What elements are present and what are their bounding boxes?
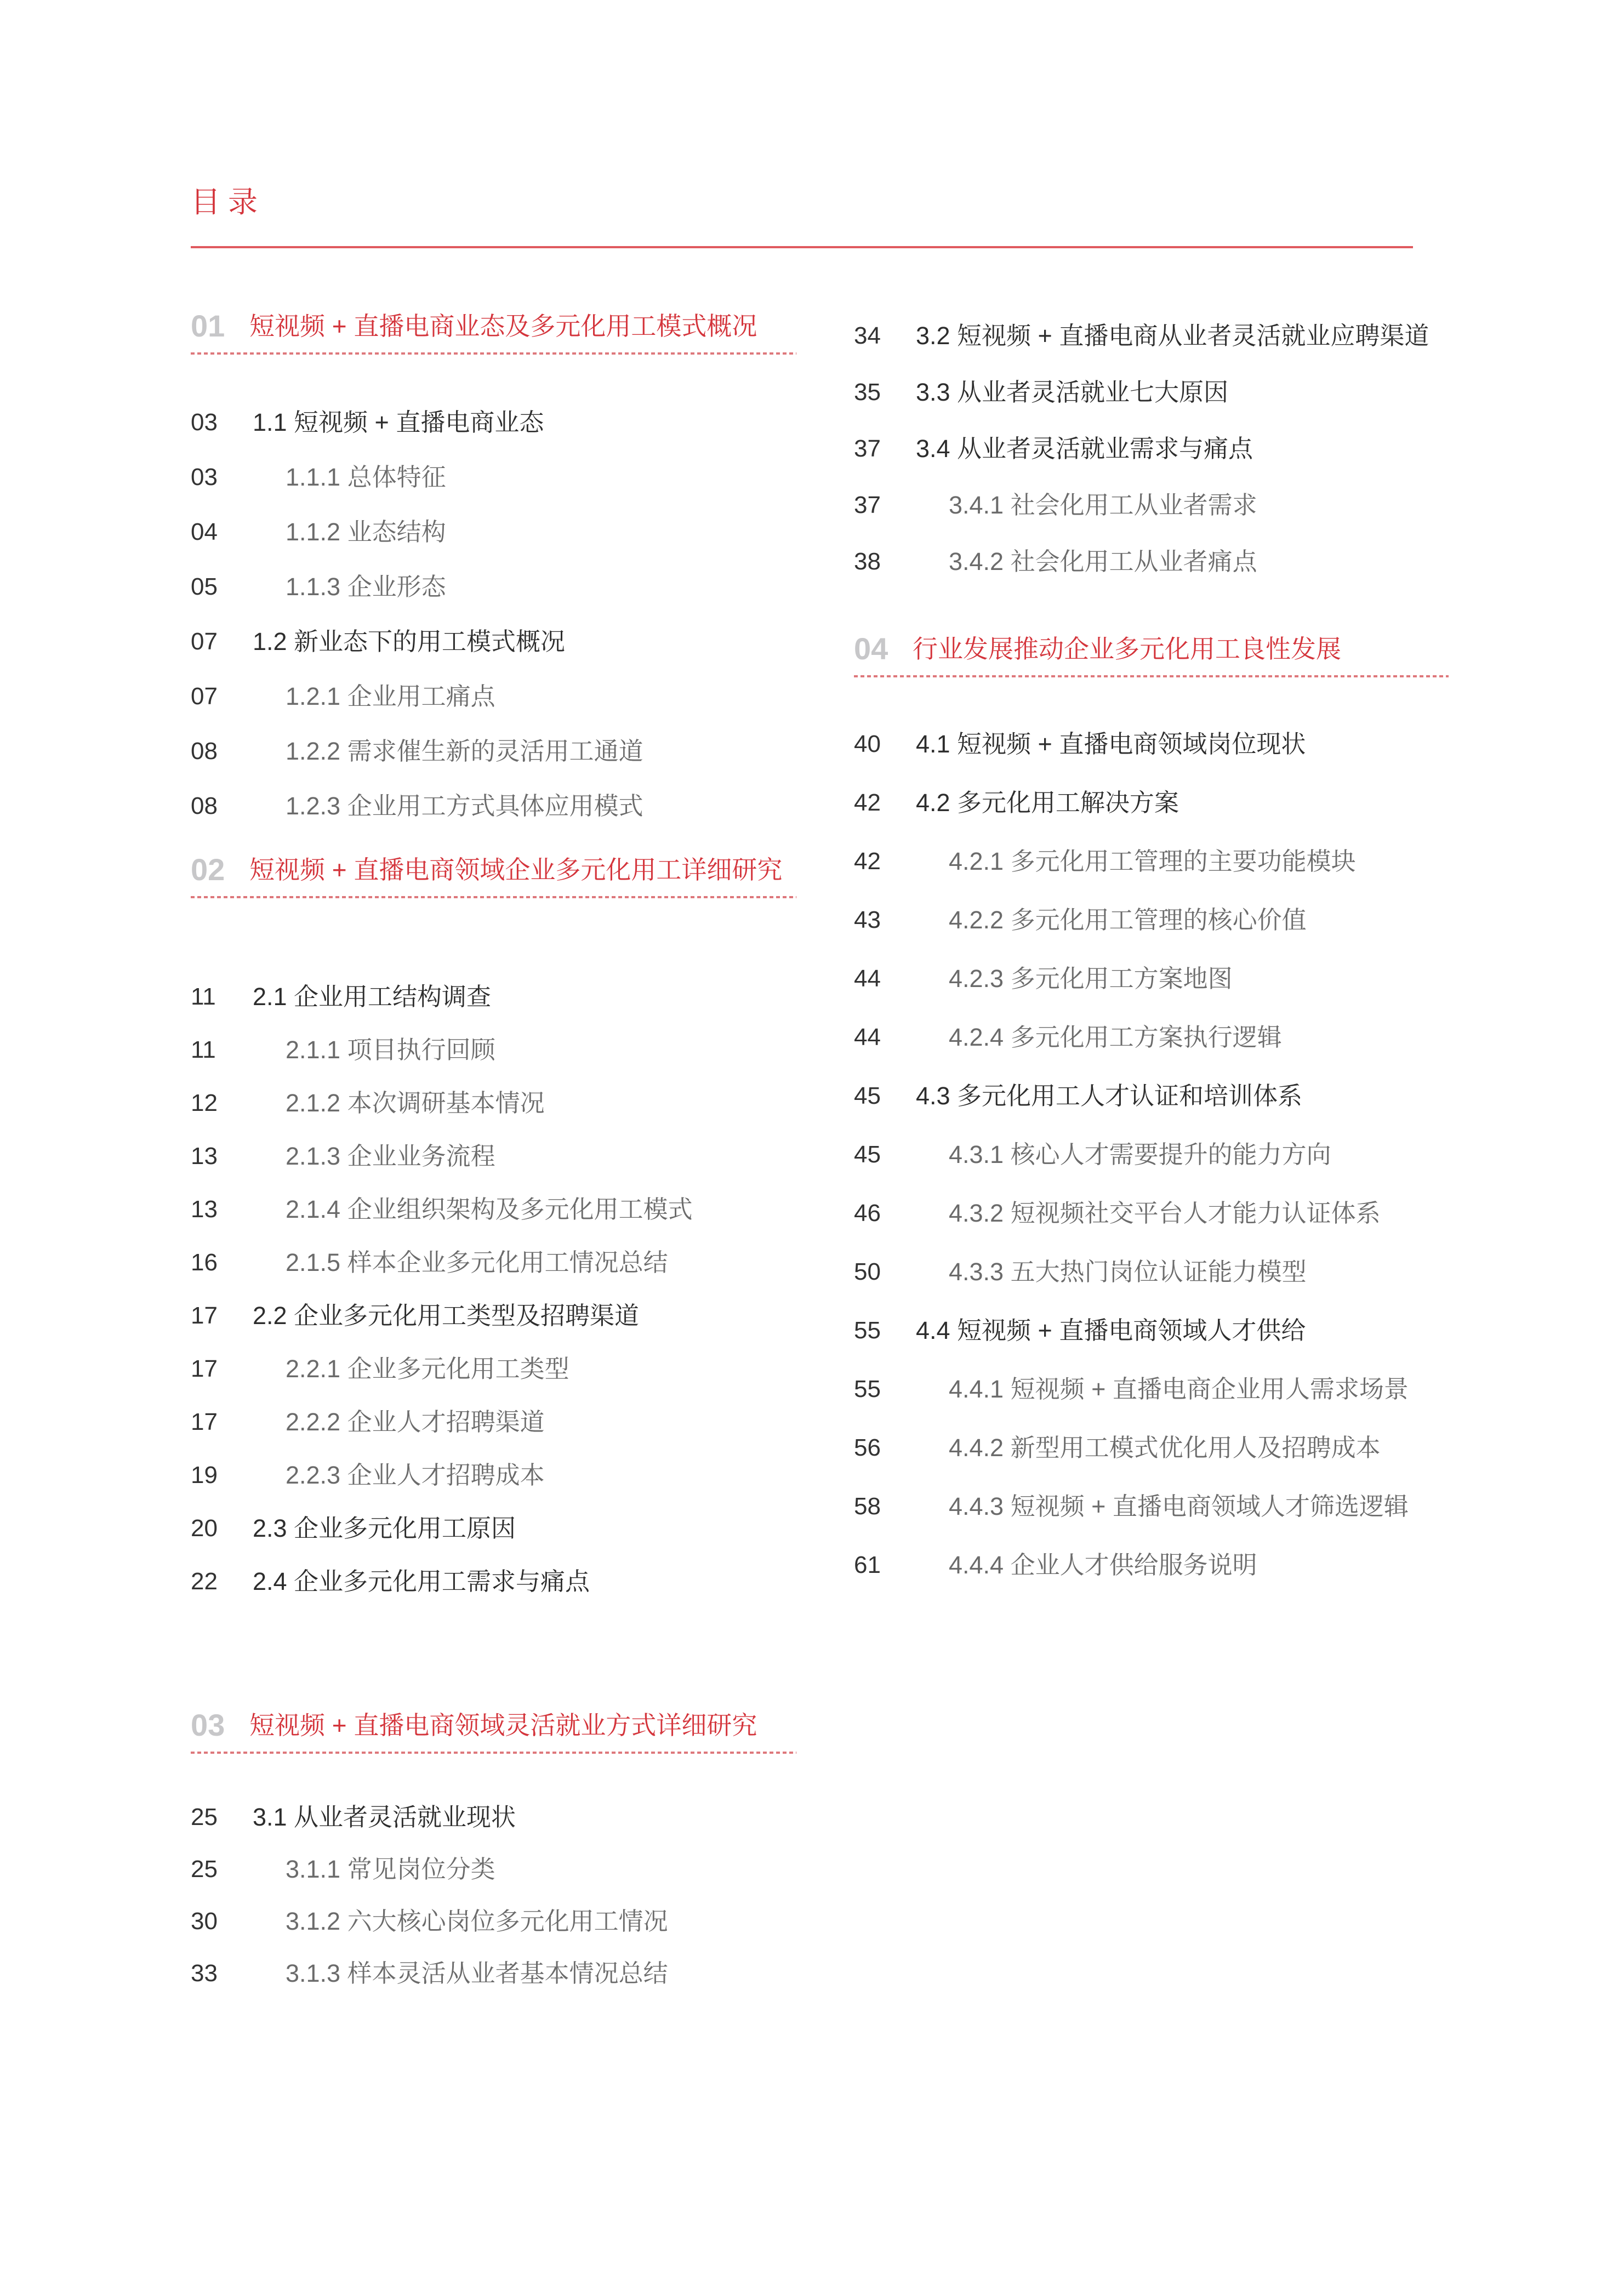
entry-title: 2.2.1 企业多元化用工类型 xyxy=(286,1355,569,1383)
toc-entry[interactable] xyxy=(854,1315,1449,1374)
entry-page-number: 33 xyxy=(191,1960,218,1987)
toc-entry[interactable] xyxy=(191,1513,796,1566)
entry-page-number: 03 xyxy=(191,464,218,491)
entry-title: 1.2 新业态下的用工模式概况 xyxy=(253,628,566,655)
section-header[interactable] xyxy=(191,1708,796,1743)
toc-entry[interactable] xyxy=(191,517,796,572)
toc-entry[interactable] xyxy=(191,1088,796,1141)
section-number: 04 xyxy=(854,631,888,666)
entry-page-number: 12 xyxy=(191,1090,218,1116)
entry-title: 4.2.3 多元化用工方案地图 xyxy=(949,965,1233,993)
entry-title: 4.2.4 多元化用工方案执行逻辑 xyxy=(949,1023,1282,1051)
entry-title: 4.4.2 新型用工模式优化用人及招聘成本 xyxy=(949,1434,1381,1462)
toc-entry-list xyxy=(191,407,796,846)
toc-entry-list xyxy=(191,1802,796,2010)
toc-entry[interactable] xyxy=(854,729,1449,788)
toc-entry[interactable] xyxy=(191,791,796,846)
entry-title: 2.4 企业多元化用工需求与痛点 xyxy=(253,1567,590,1595)
toc-column-left xyxy=(191,0,796,2010)
section-header[interactable] xyxy=(854,631,1449,666)
entry-page-number: 46 xyxy=(854,1200,881,1227)
entry-page-number: 43 xyxy=(854,906,881,933)
entry-title: 1.2.3 企业用工方式具体应用模式 xyxy=(286,792,643,820)
toc-entry[interactable] xyxy=(854,1491,1449,1550)
entry-title: 2.1.5 样本企业多元化用工情况总结 xyxy=(286,1248,668,1276)
toc-entry[interactable] xyxy=(191,1354,796,1407)
entry-page-number: 11 xyxy=(191,1036,216,1063)
toc-section xyxy=(854,631,1449,1609)
entry-title: 2.1.1 项目执行回顾 xyxy=(286,1036,495,1064)
section-number: 03 xyxy=(191,1708,225,1742)
section-number: 01 xyxy=(191,309,225,343)
entry-page-number: 37 xyxy=(854,435,881,462)
entry-page-number: 40 xyxy=(854,731,881,757)
toc-column-right xyxy=(854,0,1449,1609)
toc-entry-list xyxy=(854,321,1449,603)
entry-title: 3.1 从业者灵活就业现状 xyxy=(253,1803,516,1831)
toc-entry[interactable] xyxy=(191,1958,796,2010)
section-header[interactable] xyxy=(191,309,796,344)
entry-title: 4.2.2 多元化用工管理的核心价值 xyxy=(949,906,1307,934)
toc-entry[interactable] xyxy=(854,1081,1449,1139)
toc-section xyxy=(191,852,796,1619)
entry-page-number: 55 xyxy=(854,1376,881,1402)
entry-title: 4.3.2 短视频社交平台人才能力认证体系 xyxy=(949,1199,1381,1227)
entry-title: 2.1.4 企业组织架构及多元化用工模式 xyxy=(286,1195,693,1223)
toc-entry[interactable] xyxy=(191,572,796,626)
entry-page-number: 13 xyxy=(191,1143,218,1170)
entry-page-number: 45 xyxy=(854,1141,881,1168)
entry-page-number: 55 xyxy=(854,1317,881,1344)
page-title: 目录 xyxy=(191,186,265,219)
entry-title: 4.4.1 短视频 + 直播电商企业用人需求场景 xyxy=(949,1375,1409,1403)
toc-entry[interactable] xyxy=(854,321,1449,377)
toc-entry[interactable] xyxy=(854,490,1449,546)
section-title: 行业发展推动企业多元化用工良性发展 xyxy=(913,635,1341,663)
entry-title: 3.2 短视频 + 直播电商从业者灵活就业应聘渠道 xyxy=(916,322,1429,350)
entry-page-number: 19 xyxy=(191,1462,218,1488)
entry-page-number: 17 xyxy=(191,1355,218,1382)
entry-title: 3.1.1 常见岗位分类 xyxy=(286,1855,495,1883)
section-divider xyxy=(854,675,1449,677)
toc-entry[interactable] xyxy=(191,1566,796,1619)
section-header[interactable] xyxy=(191,852,796,887)
toc-entry[interactable] xyxy=(854,1022,1449,1081)
toc-entry[interactable] xyxy=(191,1802,796,1854)
toc-entry[interactable] xyxy=(854,546,1449,603)
entry-title: 2.1 企业用工结构调查 xyxy=(253,983,492,1011)
entry-title: 3.4 从业者灵活就业需求与痛点 xyxy=(916,435,1253,463)
entry-page-number: 44 xyxy=(854,1024,881,1051)
toc-entry[interactable] xyxy=(854,846,1449,905)
toc-entry[interactable] xyxy=(191,1854,796,1906)
entry-page-number: 42 xyxy=(854,848,881,875)
entry-title: 1.1.3 企业形态 xyxy=(286,573,446,601)
section-title: 短视频 + 直播电商领域企业多元化用工详细研究 xyxy=(249,856,783,884)
entry-page-number: 16 xyxy=(191,1249,218,1276)
section-divider xyxy=(191,1752,796,1754)
toc-section-continued xyxy=(854,321,1449,603)
toc-entry[interactable] xyxy=(854,1433,1449,1491)
entry-page-number: 34 xyxy=(854,322,881,349)
entry-page-number: 13 xyxy=(191,1196,218,1223)
toc-entry[interactable] xyxy=(854,434,1449,490)
toc-entry[interactable] xyxy=(191,1194,796,1247)
section-title: 短视频 + 直播电商领域灵活就业方式详细研究 xyxy=(249,1711,757,1740)
entry-title: 2.1.2 本次调研基本情况 xyxy=(286,1089,545,1117)
entry-page-number: 61 xyxy=(854,1552,881,1578)
entry-page-number: 20 xyxy=(191,1515,218,1542)
toc-entry[interactable] xyxy=(854,1198,1449,1257)
entry-title: 4.4 短视频 + 直播电商领域人才供给 xyxy=(916,1316,1306,1344)
entry-title: 1.1.2 业态结构 xyxy=(286,518,446,546)
entry-page-number: 07 xyxy=(191,683,218,710)
entry-title: 3.4.2 社会化用工从业者痛点 xyxy=(949,547,1257,575)
entry-page-number: 30 xyxy=(191,1908,218,1935)
entry-title: 3.3 从业者灵活就业七大原因 xyxy=(916,378,1229,406)
entry-title: 4.3 多元化用工人才认证和培训体系 xyxy=(916,1082,1303,1110)
toc-entry[interactable] xyxy=(854,1257,1449,1315)
section-number: 02 xyxy=(191,852,225,887)
toc-entry[interactable] xyxy=(854,905,1449,963)
entry-page-number: 05 xyxy=(191,573,218,600)
entry-title: 2.3 企业多元化用工原因 xyxy=(253,1514,516,1542)
entry-title: 1.2.2 需求催生新的灵活用工通道 xyxy=(286,737,643,765)
entry-page-number: 08 xyxy=(191,792,218,819)
entry-title: 4.1 短视频 + 直播电商领域岗位现状 xyxy=(916,730,1306,758)
entry-title: 2.2.2 企业人才招聘渠道 xyxy=(286,1408,545,1436)
entry-page-number: 45 xyxy=(854,1082,881,1109)
entry-page-number: 50 xyxy=(854,1258,881,1285)
entry-page-number: 35 xyxy=(854,379,881,406)
entry-page-number: 38 xyxy=(854,548,881,575)
entry-title: 4.4.3 短视频 + 直播电商领域人才筛选逻辑 xyxy=(949,1492,1409,1520)
toc-entry[interactable] xyxy=(191,626,796,681)
toc-entry[interactable] xyxy=(854,788,1449,846)
toc-entry[interactable] xyxy=(191,1407,796,1460)
toc-entry[interactable] xyxy=(191,462,796,517)
section-divider xyxy=(191,352,796,355)
entry-page-number: 37 xyxy=(854,492,881,518)
entry-title: 4.2 多元化用工解决方案 xyxy=(916,789,1179,817)
toc-section xyxy=(191,1708,796,2010)
entry-page-number: 42 xyxy=(854,789,881,816)
entry-title: 2.2 企业多元化用工类型及招聘渠道 xyxy=(253,1302,640,1330)
entry-title: 1.1.1 总体特征 xyxy=(286,463,446,491)
toc-entry[interactable] xyxy=(191,1247,796,1301)
toc-entry[interactable] xyxy=(854,1374,1449,1433)
entry-title: 2.2.3 企业人才招聘成本 xyxy=(286,1461,545,1489)
toc-entry[interactable] xyxy=(854,1139,1449,1198)
toc-entry[interactable] xyxy=(191,1301,796,1354)
toc-section xyxy=(191,309,796,846)
entry-title: 3.4.1 社会化用工从业者需求 xyxy=(949,491,1257,519)
toc-entry[interactable] xyxy=(854,1550,1449,1609)
toc-entry[interactable] xyxy=(191,1460,796,1513)
entry-page-number: 03 xyxy=(191,409,218,436)
entry-title: 3.1.2 六大核心岗位多元化用工情况 xyxy=(286,1907,668,1935)
entry-page-number: 17 xyxy=(191,1408,218,1435)
entry-page-number: 58 xyxy=(854,1493,881,1520)
entry-title: 4.3.3 五大热门岗位认证能力模型 xyxy=(949,1258,1307,1286)
entry-title: 4.4.4 企业人才供给服务说明 xyxy=(949,1551,1257,1579)
toc-entry[interactable] xyxy=(191,1035,796,1088)
section-title: 短视频 + 直播电商业态及多元化用工模式概况 xyxy=(249,312,757,340)
toc-entry[interactable] xyxy=(854,963,1449,1022)
section-divider xyxy=(191,896,796,898)
toc-entry-list xyxy=(191,982,796,1619)
entry-page-number: 07 xyxy=(191,628,218,655)
toc-entry[interactable] xyxy=(191,681,796,736)
entry-page-number: 25 xyxy=(191,1856,218,1883)
entry-page-number: 08 xyxy=(191,738,218,765)
entry-title: 4.3.1 核心人才需要提升的能力方向 xyxy=(949,1140,1331,1168)
toc-entry[interactable] xyxy=(191,1141,796,1194)
entry-title: 1.2.1 企业用工痛点 xyxy=(286,682,495,710)
toc-entry[interactable] xyxy=(191,736,796,791)
toc-entry-list xyxy=(854,729,1449,1609)
entry-title: 3.1.3 样本灵活从业者基本情况总结 xyxy=(286,1959,668,1987)
entry-page-number: 22 xyxy=(191,1568,218,1595)
entry-title: 2.1.3 企业业务流程 xyxy=(286,1142,495,1170)
toc-entry[interactable] xyxy=(191,982,796,1035)
entry-page-number: 04 xyxy=(191,518,218,545)
toc-entry[interactable] xyxy=(191,1906,796,1958)
entry-title: 4.2.1 多元化用工管理的主要功能模块 xyxy=(949,847,1356,875)
entry-title: 1.1 短视频 + 直播电商业态 xyxy=(253,408,544,436)
entry-page-number: 25 xyxy=(191,1804,218,1830)
toc-entry[interactable] xyxy=(854,377,1449,434)
entry-page-number: 56 xyxy=(854,1434,881,1461)
entry-page-number: 44 xyxy=(854,965,881,992)
entry-page-number: 17 xyxy=(191,1302,218,1329)
toc-entry[interactable] xyxy=(191,407,796,462)
entry-page-number: 11 xyxy=(191,983,216,1010)
